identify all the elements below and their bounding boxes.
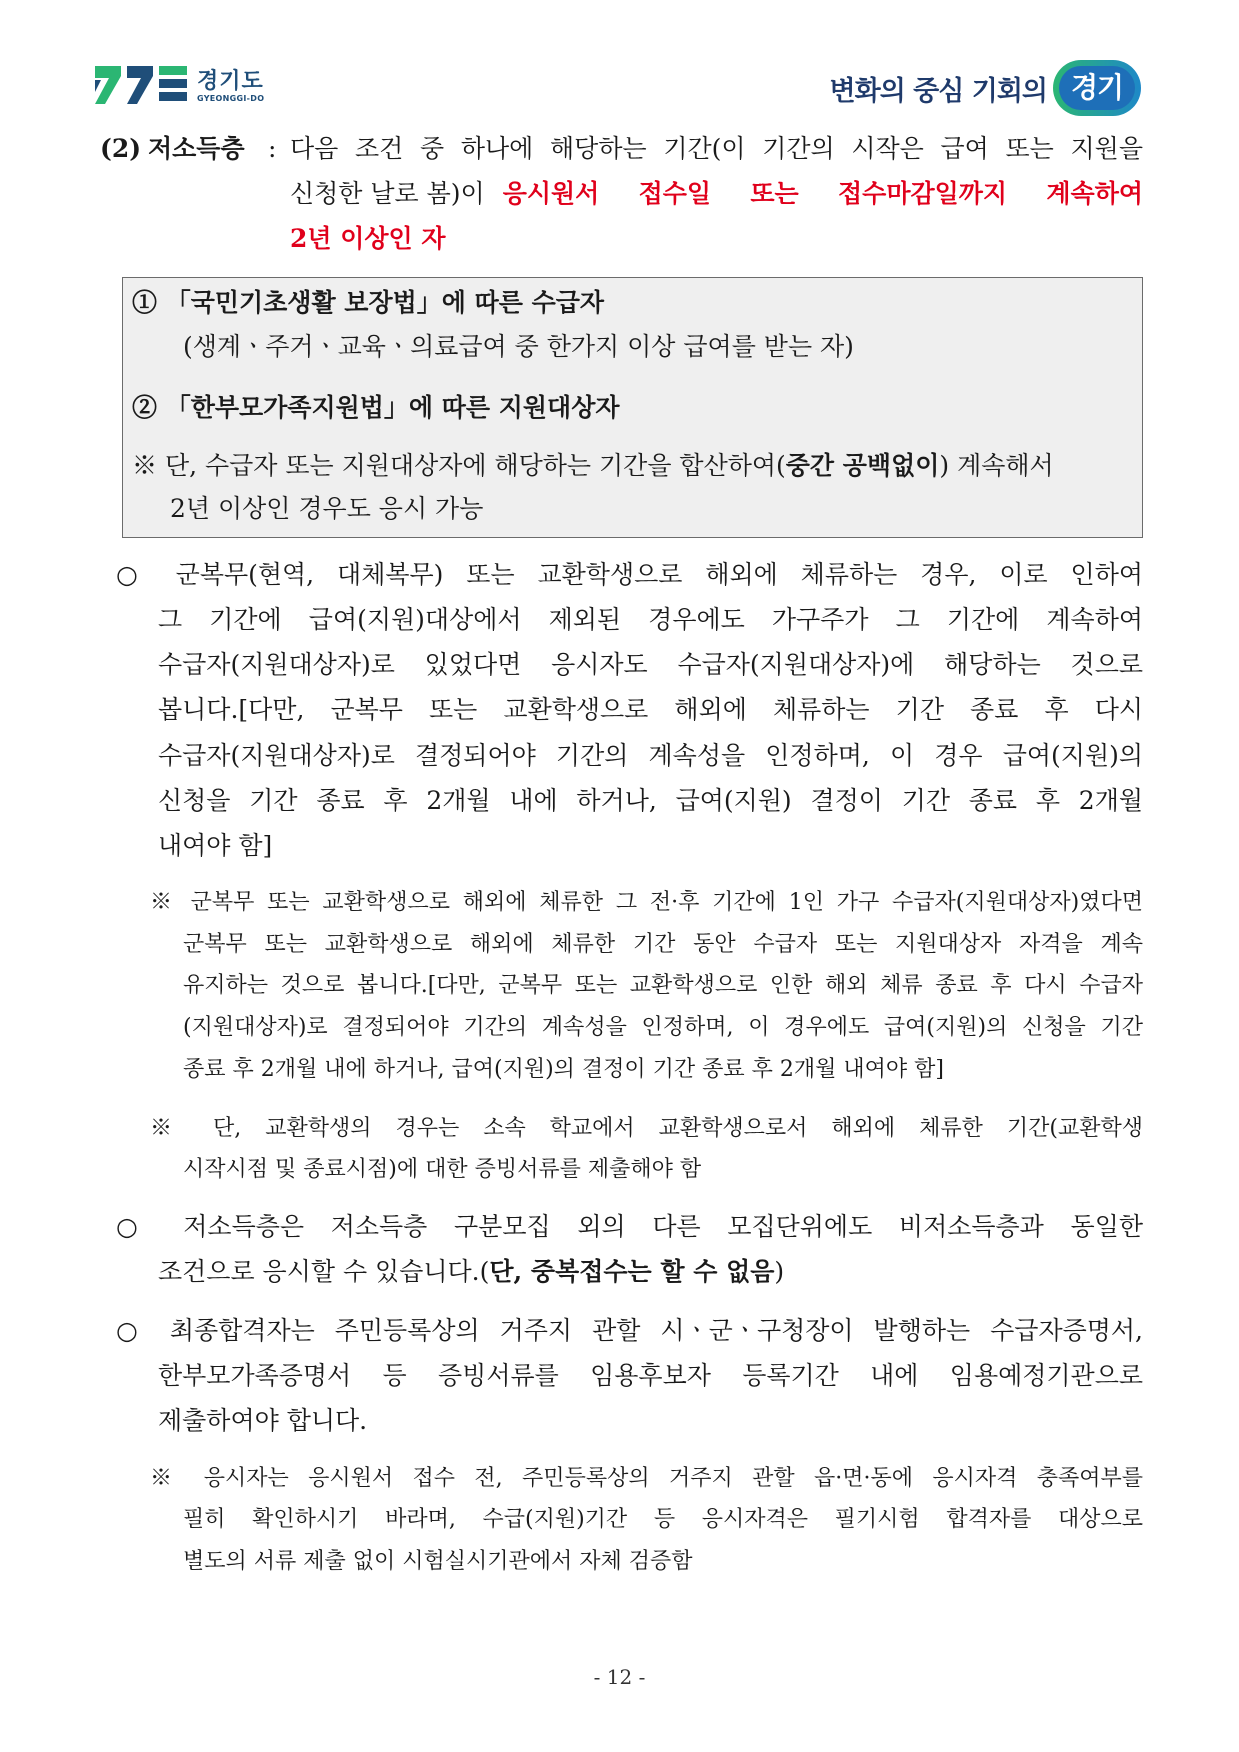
note1-line5: 종료 후 2개월 내에 하거나, 급여(지원)의 결정이 기간 종료 후 2개월 내여야 함] [183, 1057, 944, 1082]
bullet2-bold: 단, 중복접수는 할 수 없음 [489, 1257, 775, 1286]
badge-text: 경기 [1059, 66, 1135, 110]
page-number: - 12 - [593, 1665, 646, 1689]
bullet2-line2 [158, 1256, 784, 1288]
box-note-line1 [132, 450, 1132, 482]
note1-line2: 군복무 또는 교환학생으로 해외에 체류한 기간 동안 수급자 또는 지원대상자 자격을 계속 [183, 932, 1143, 957]
note1-line3: 유지하는 것으로 봅니다.[다만, 군복무 또는 교환학생으로 인한 해외 체류 종료 후 다시 수급자 [183, 973, 1143, 998]
intro-line2-prefix: 신청한 날로 봄)이 [290, 179, 485, 208]
box-note-line2: 2년 이상인 경우도 응시 가능 [170, 494, 484, 523]
gyeonggi-badge [1053, 60, 1141, 116]
box-note-bold: 중간 공백없이 [785, 451, 940, 480]
bullet3-line1: ○ 최종합격자는 주민등록상의 거주지 관할 시ㆍ군ㆍ구청장이 발행하는 수급자증명서, [116, 1316, 1143, 1345]
section-intro-line2 [290, 178, 1143, 210]
note1-line1: ※ 군복무 또는 교환학생으로 해외에 체류한 그 전·후 기간에 1인 가구 수급자(지원대상자)였다면 [150, 890, 1143, 915]
bullet2-suffix: ) [774, 1257, 785, 1286]
box-item1-title: ① 「국민기초생활 보장법」에 따른 수급자 [132, 288, 605, 317]
slogan-logo [830, 60, 1141, 116]
bullet1-line2: 그 기간에 급여(지원)대상에서 제외된 경우에도 가구주가 그 기간에 계속하여 [158, 605, 1143, 634]
logo-english-text: GYEONGGI-DO [197, 93, 265, 103]
bullet1-line3: 수급자(지원대상자)로 있었다면 응시자도 수급자(지원대상자)에 해당하는 것으로 [158, 650, 1143, 679]
note1-line4: (지원대상자)로 결정되어야 기간의 계속성을 인정하며, 이 경우에도 급여(지원)의 신청을 기간 [183, 1015, 1143, 1040]
gyeonggi-emblem-icon [95, 66, 187, 106]
bullet1-line5: 수급자(지원대상자)로 결정되어야 기간의 계속성을 인정하며, 이 경우 급여(지원)의 [158, 741, 1143, 770]
box-item1-subtitle: (생계ㆍ주거ㆍ교육ㆍ의료급여 중 한가지 이상 급여를 받는 자) [183, 332, 854, 361]
box-note-prefix: ※ 단, 수급자 또는 지원대상자에 해당하는 기간을 합산하여( [132, 451, 786, 480]
bullet1-line7: 내여야 함] [158, 831, 273, 860]
note2-line2: 시작시점 및 종료시점)에 대한 증빙서류를 제출해야 함 [183, 1157, 702, 1182]
bullet3-line3: 제출하여야 합니다. [158, 1406, 368, 1435]
section-intro-line1: 다음 조건 중 하나에 해당하는 기간(이 기간의 시작은 급여 또는 지원을 [290, 134, 1143, 163]
bullet1-line1: ○ 군복무(현역, 대체복무) 또는 교환학생으로 해외에 체류하는 경우, 이로 인하여 [116, 560, 1143, 589]
note3-line1: ※ 응시자는 응시원서 접수 전, 주민등록상의 거주지 관할 읍·면·동에 응시자격 충족여부를 [150, 1466, 1143, 1491]
intro-line3-highlight: 2년 이상인 자 [290, 224, 446, 253]
box-note-suffix: ) 계속해서 [939, 451, 1054, 480]
section-title: 저소득층 [148, 134, 245, 163]
intro-line2-highlight: 응시원서 접수일 또는 접수마감일까지 계속하여 [502, 179, 1143, 208]
section-colon: : [268, 134, 277, 163]
note3-line3: 별도의 서류 제출 없이 시험실시기관에서 자체 검증함 [183, 1549, 693, 1574]
section-number: (2) [100, 134, 142, 163]
gyeonggi-logo [95, 66, 264, 106]
bullet2-prefix: 조건으로 응시할 수 있습니다.( [158, 1257, 490, 1286]
note2-line1: ※ 단, 교환학생의 경우는 소속 학교에서 교환학생으로서 해외에 체류한 기간(교환학생 [150, 1116, 1143, 1141]
box-item2-title: ② 「한부모가족지원법」에 따른 지원대상자 [132, 393, 620, 422]
logo-korean-text: 경기도 [197, 68, 264, 94]
bullet1-line6: 신청을 기간 종료 후 2개월 내에 하거나, 급여(지원) 결정이 기간 종료 후 2개월 [158, 786, 1143, 815]
note3-line2: 필히 확인하시기 바라며, 수급(지원)기간 등 응시자격은 필기시험 합격자를 대상으로 [183, 1507, 1143, 1532]
slogan-text: 변화의 중심 기회의 [829, 75, 1047, 107]
bullet2-line1: ○ 저소득층은 저소득층 구분모집 외의 다른 모집단위에도 비저소득층과 동일한 [116, 1212, 1143, 1241]
page-header [0, 0, 1239, 120]
bullet3-line2: 한부모가족증명서 등 증빙서류를 임용후보자 등록기간 내에 임용예정기관으로 [158, 1361, 1143, 1390]
bullet1-line4: 봅니다.[다만, 군복무 또는 교환학생으로 해외에 체류하는 기간 종료 후 다시 [158, 695, 1143, 724]
